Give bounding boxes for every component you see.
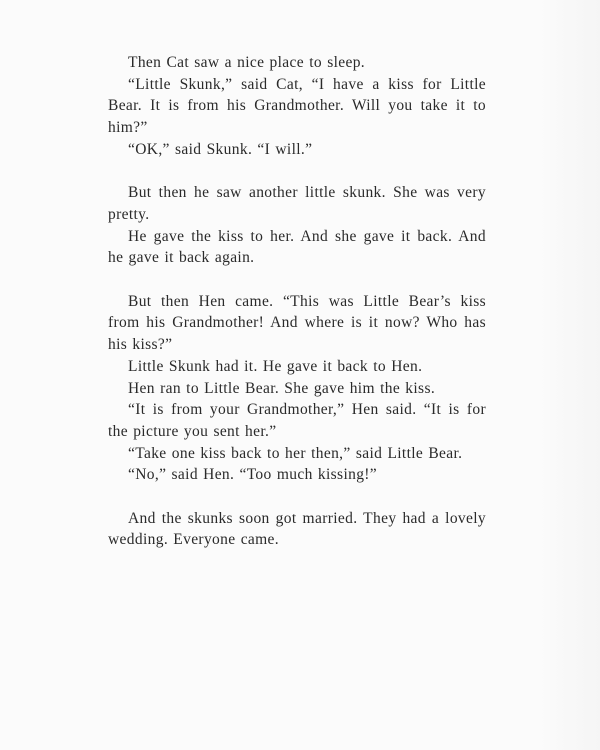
paragraph: “No,” said Hen. “Too much kissing!”	[128, 466, 378, 484]
paragraph: He gave the kiss to her. And she gave it back. And he gave it back again.	[108, 227, 486, 267]
paragraph: But then he saw another little skunk. She was very pretty.	[108, 184, 486, 223]
paragraph: “It is from your Grandmother,” Hen said. “It is for the picture you sent her.”	[108, 401, 486, 440]
story-section-1	[108, 52, 486, 161]
story-section-4	[108, 508, 486, 551]
story-section-2	[108, 182, 486, 269]
paragraph: “Take one kiss back to her then,” said Little Bear.	[128, 444, 463, 462]
paragraph: “OK,” said Skunk. “I will.”	[128, 140, 313, 158]
paragraph: And the skunks soon got married. They had a lovely wedding. Everyone came.	[108, 509, 486, 549]
paragraph: “Little Skunk,” said Cat, “I have a kiss for Little Bear. It is from his Grandmother. Will you take it to him?”	[108, 75, 486, 137]
story-section-3	[108, 291, 486, 486]
story-text	[108, 52, 486, 551]
paragraph: Little Skunk had it. He gave it back to Hen.	[128, 357, 423, 375]
paragraph: Then Cat saw a nice place to sleep.	[128, 54, 366, 71]
paragraph: But then Hen came. “This was Little Bear’s kiss from his Grandmother! And where is it now? Who has his kiss?”	[108, 292, 486, 354]
page-edge-shading	[540, 0, 600, 750]
paragraph: Hen ran to Little Bear. She gave him the kiss.	[128, 379, 436, 397]
